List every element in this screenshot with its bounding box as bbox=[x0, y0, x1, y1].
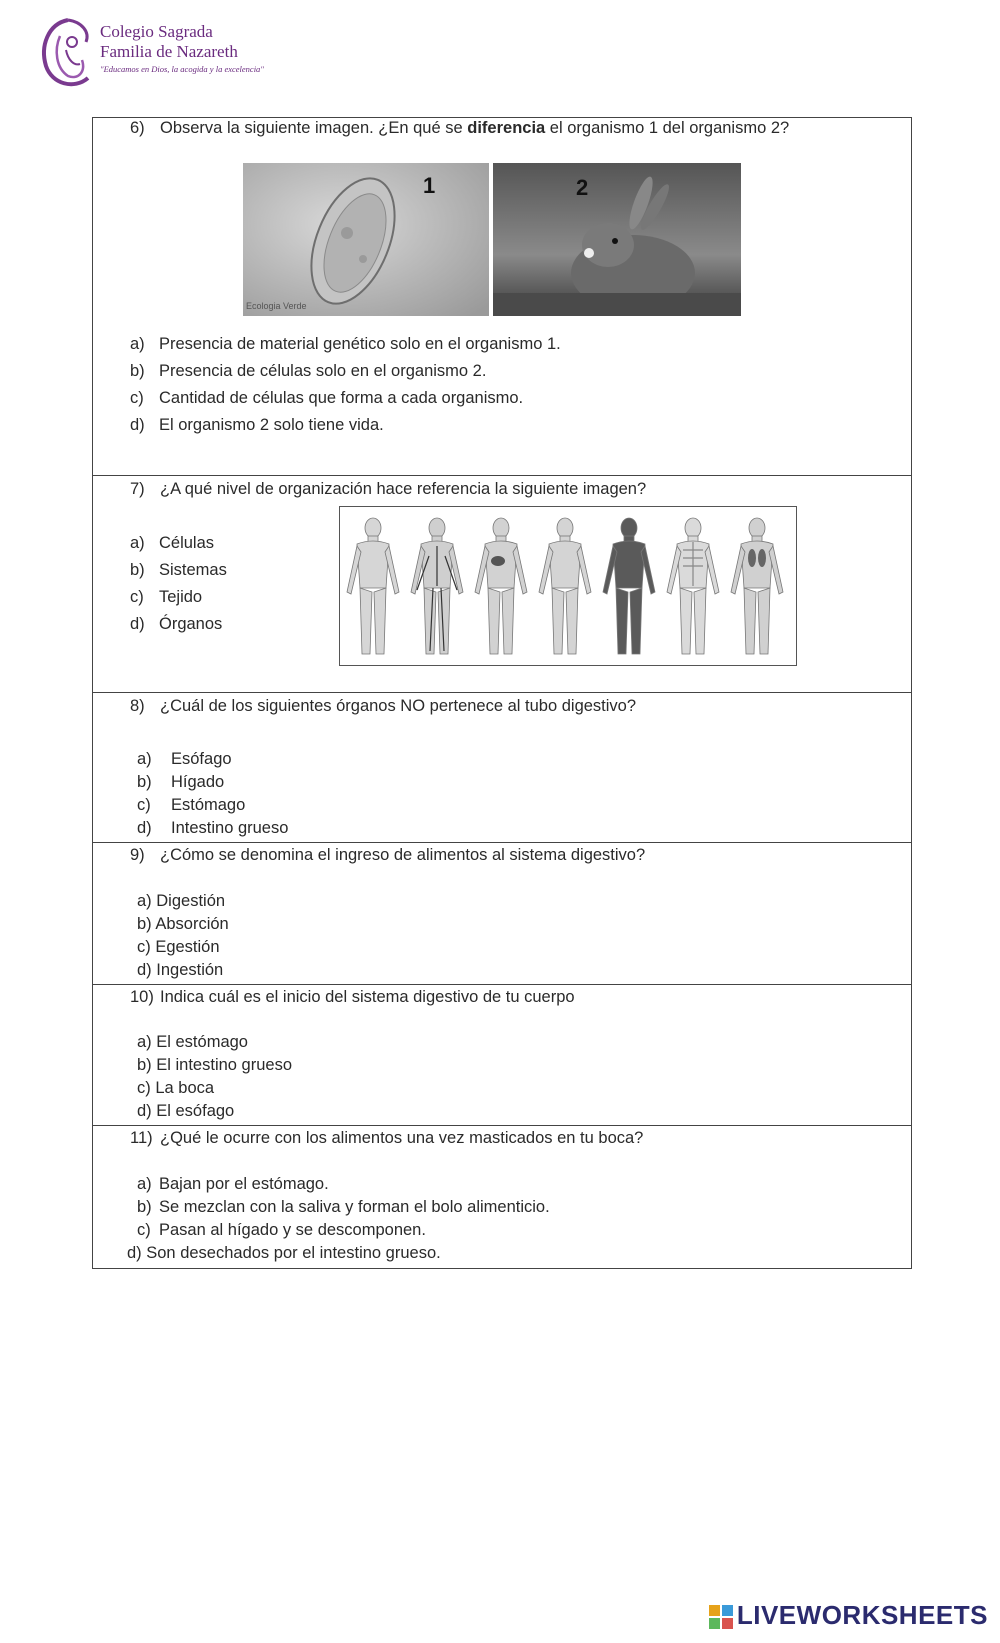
question-7-prompt bbox=[130, 479, 646, 499]
question-11 bbox=[93, 1126, 911, 1269]
option-text: Estómago bbox=[171, 796, 246, 814]
option-label: d) bbox=[130, 615, 145, 633]
option-d[interactable] bbox=[137, 818, 288, 838]
option-text: El organismo 2 solo tiene vida. bbox=[159, 416, 384, 434]
option-c[interactable] bbox=[137, 795, 245, 815]
school-name-line1: Colegio Sagrada bbox=[100, 22, 213, 41]
option-text: Pasan al hígado y se descomponen. bbox=[159, 1221, 426, 1239]
question-8-prompt bbox=[130, 696, 636, 716]
question-10-prompt bbox=[130, 987, 575, 1007]
option-label: c) bbox=[130, 588, 144, 606]
question-6-text-after: el organismo 1 del organismo 2? bbox=[545, 119, 790, 137]
question-number: 6) bbox=[130, 119, 145, 137]
grass bbox=[493, 293, 741, 316]
question-text: Indica cuál es el inicio del sistema digestivo de tu cuerpo bbox=[160, 988, 575, 1006]
option-text: Presencia de material genético solo en el organismo 1. bbox=[159, 335, 561, 353]
worksheet-table bbox=[92, 117, 912, 1269]
option-label: d) bbox=[137, 819, 152, 837]
liveworksheets-logo-icon bbox=[709, 1605, 733, 1629]
option-b[interactable] bbox=[137, 772, 224, 792]
option-c[interactable] bbox=[137, 1220, 426, 1240]
option-text: Intestino grueso bbox=[171, 819, 289, 837]
school-motto: "Educamos en Dios, la acogida y la excelencia" bbox=[100, 64, 264, 74]
option-label: a) bbox=[137, 750, 152, 768]
option-label: b) bbox=[130, 362, 145, 380]
liveworksheets-brand bbox=[709, 1600, 988, 1631]
question-number: 7) bbox=[130, 480, 145, 498]
question-number: 9) bbox=[130, 846, 145, 864]
option-b[interactable] bbox=[130, 560, 227, 580]
body-systems-figure bbox=[339, 506, 797, 666]
option-c[interactable]: c) Egestión bbox=[137, 938, 220, 956]
question-number: 8) bbox=[130, 697, 145, 715]
option-label: a) bbox=[130, 335, 145, 353]
option-text: Presencia de células solo en el organismo 2. bbox=[159, 362, 487, 380]
option-text: Esófago bbox=[171, 750, 232, 768]
option-label: a) bbox=[130, 534, 145, 552]
question-11-prompt bbox=[130, 1128, 643, 1148]
organism-2-label: 2 bbox=[576, 175, 589, 200]
option-d[interactable]: d) Son desechados por el intestino grueso. bbox=[127, 1244, 441, 1262]
option-d[interactable]: d) El esófago bbox=[137, 1102, 235, 1120]
question-8 bbox=[93, 693, 911, 843]
question-10 bbox=[93, 985, 911, 1126]
option-text: Bajan por el estómago. bbox=[159, 1175, 329, 1193]
option-label: c) bbox=[137, 1221, 151, 1239]
question-9 bbox=[93, 843, 911, 985]
question-6-text-before: Observa la siguiente imagen. ¿En qué se bbox=[160, 119, 468, 137]
option-text: Tejido bbox=[159, 588, 203, 606]
option-label: b) bbox=[130, 561, 145, 579]
option-label: a) bbox=[137, 1175, 152, 1193]
school-name-line2: Familia de Nazareth bbox=[100, 42, 238, 61]
option-b[interactable] bbox=[130, 361, 486, 381]
option-a[interactable] bbox=[130, 334, 561, 354]
option-c[interactable] bbox=[130, 587, 202, 607]
question-7 bbox=[93, 476, 911, 693]
option-text: Sistemas bbox=[159, 561, 227, 579]
option-label: c) bbox=[130, 389, 144, 407]
option-label: c) bbox=[137, 796, 151, 814]
question-text: ¿Cómo se denomina el ingreso de alimentos al sistema digestivo? bbox=[160, 846, 646, 864]
option-text: Se mezclan con la saliva y forman el bolo alimenticio. bbox=[159, 1198, 550, 1216]
question-text: ¿Qué le ocurre con los alimentos una vez masticados en tu boca? bbox=[160, 1129, 644, 1147]
option-d[interactable] bbox=[130, 614, 222, 634]
option-d[interactable] bbox=[130, 415, 384, 435]
question-text: ¿Cuál de los siguientes órganos NO pertenece al tubo digestivo? bbox=[160, 697, 637, 715]
option-c[interactable]: c) La boca bbox=[137, 1079, 215, 1097]
option-a[interactable]: a) Digestión bbox=[137, 892, 226, 910]
question-9-prompt bbox=[130, 845, 645, 865]
option-text: Células bbox=[159, 534, 215, 552]
figure-watermark: Ecologia Verde bbox=[246, 301, 307, 311]
option-text: Hígado bbox=[171, 773, 225, 791]
organism-1-label: 1 bbox=[423, 173, 436, 198]
option-b[interactable]: b) Absorción bbox=[137, 915, 229, 933]
organisms-figure bbox=[243, 163, 741, 316]
option-text: Órganos bbox=[159, 615, 223, 633]
option-d[interactable]: d) Ingestión bbox=[137, 961, 224, 979]
option-a[interactable] bbox=[137, 749, 232, 769]
option-text: Cantidad de células que forma a cada organismo. bbox=[159, 389, 524, 407]
option-label: b) bbox=[137, 1198, 152, 1216]
option-b[interactable]: b) El intestino grueso bbox=[137, 1056, 293, 1074]
option-b[interactable] bbox=[137, 1197, 550, 1217]
question-6 bbox=[93, 118, 911, 476]
question-6-prompt bbox=[130, 118, 789, 138]
question-number: 10) bbox=[130, 988, 154, 1006]
question-number: 11) bbox=[130, 1129, 153, 1147]
option-a[interactable] bbox=[137, 1174, 329, 1194]
brand-text: LIVEWORKSHEETS bbox=[736, 1600, 988, 1630]
option-label: d) bbox=[130, 416, 145, 434]
school-logo bbox=[38, 16, 318, 90]
question-6-text-bold: diferencia bbox=[467, 119, 546, 137]
option-label: b) bbox=[137, 773, 152, 791]
school-emblem-icon bbox=[38, 16, 100, 90]
question-text: ¿A qué nivel de organización hace referencia la siguiente imagen? bbox=[160, 480, 647, 498]
option-a[interactable]: a) El estómago bbox=[137, 1033, 248, 1051]
option-c[interactable] bbox=[130, 388, 523, 408]
option-a[interactable] bbox=[130, 533, 214, 553]
